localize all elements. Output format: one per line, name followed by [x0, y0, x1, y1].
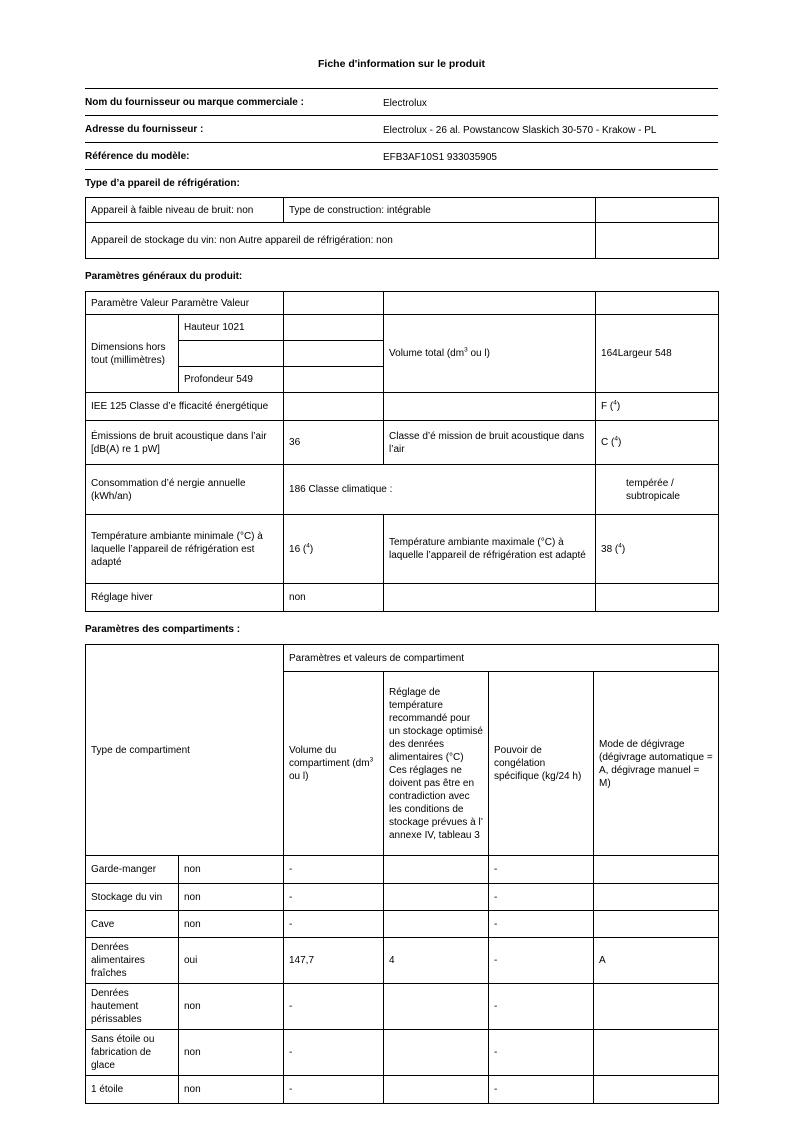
- supplier-name-value: Electrolux: [383, 98, 427, 109]
- compartments-group-header-row: [86, 645, 719, 672]
- max-temp-label-cell: Température ambiante maximale (°C) à laquelle l’appareil de réfrigération est adapté: [384, 515, 596, 584]
- freezing-capacity-column-header-cell: Pouvoir de congélation spécifique (kg/24 h): [489, 672, 594, 856]
- empty-cell: [284, 341, 384, 367]
- compartment-present-cell: non: [179, 884, 284, 911]
- compartment-volume-cell: -: [284, 1076, 384, 1104]
- min-temp-value-sup: 4: [306, 542, 310, 550]
- compartment-row-denrees-perissables: [86, 984, 719, 1030]
- height-value-cell: Hauteur 1021: [179, 315, 284, 341]
- supplier-address-row: [85, 115, 718, 142]
- noise-class-value-sup: 4: [614, 435, 618, 443]
- compartment-freeze-cell: -: [489, 984, 594, 1030]
- volume-total-label-cell: [384, 315, 596, 393]
- model-reference-value: EFB3AF10S1 933035905: [383, 152, 497, 163]
- compartment-defrost-cell: [594, 1076, 719, 1104]
- noise-class-label-cell: Classe d’é mission de bruit acoustique dans l’air: [384, 421, 596, 465]
- max-temp-value-cell: [596, 515, 719, 584]
- compartments-section-heading: Paramètres des compartiments :: [85, 624, 241, 635]
- efficiency-value-pre: F (: [601, 401, 614, 412]
- min-temp-value-cell: [284, 515, 384, 584]
- dimensions-label-cell: Dimensions hors tout (millimètres): [86, 315, 179, 393]
- compartment-temp-cell: [384, 1076, 489, 1104]
- efficiency-label-cell: IEE 125 Classe d’e fficacité énergétique: [86, 393, 284, 421]
- noise-row: [86, 421, 719, 465]
- temp-setting-column-header-cell: Réglage de température recommandé pour un stockage optimisé des denrées alimentaires (°C) Ces réglages ne doivent pas être en contradiction avec les conditions de stockage prévues à l’ annexe IV, tableau 3: [384, 672, 489, 856]
- compartment-present-cell: oui: [179, 938, 284, 984]
- compartment-defrost-cell: [594, 984, 719, 1030]
- empty-cell: [284, 393, 384, 421]
- defrost-mode-column-header-cell: Mode de dégivrage (dégivrage automatique = A, dégivrage manuel = M): [594, 672, 719, 856]
- compartment-temp-cell: 4: [384, 938, 489, 984]
- compartments-table: [85, 644, 719, 1104]
- min-temp-label-cell: Température ambiante minimale (°C) à laquelle l’appareil de réfrigération est adapté: [86, 515, 284, 584]
- compartment-temp-cell: [384, 884, 489, 911]
- compartment-present-cell: non: [179, 911, 284, 938]
- compartment-present-cell: non: [179, 856, 284, 884]
- compartment-freeze-cell: -: [489, 1076, 594, 1104]
- compartment-freeze-cell: -: [489, 938, 594, 984]
- compartment-present-cell: non: [179, 1076, 284, 1104]
- compartment-name-cell: Sans étoile ou fabrication de glace: [86, 1030, 179, 1076]
- empty-cell: [596, 223, 719, 259]
- empty-cell: [384, 393, 596, 421]
- construction-type-cell: Type de construction: intégrable: [284, 198, 596, 223]
- compartment-volume-cell: 147,7: [284, 938, 384, 984]
- general-parameters-table: [85, 291, 719, 612]
- empty-cell: [284, 367, 384, 393]
- appliance-type-table: [85, 197, 719, 259]
- supplier-address-value: Electrolux - 26 al. Powstancow Slaskich 30-570 - Krakow - PL: [383, 125, 657, 136]
- max-temp-value-pre: 38 (: [601, 543, 619, 555]
- max-temp-value-sup: 4: [618, 542, 622, 550]
- supplier-name-row: [85, 88, 718, 115]
- empty-cell: [284, 315, 384, 341]
- empty-cell: [384, 584, 596, 612]
- compartment-row-denrees-fraiches: [86, 938, 719, 984]
- type-table-row-1: [86, 198, 719, 223]
- supplier-address-label: Adresse du fournisseur :: [85, 124, 204, 135]
- compartment-row-garde-manger: [86, 856, 719, 884]
- noise-label-cell: Émissions de bruit acoustique dans l’air [dB(A) re 1 pW]: [86, 421, 284, 465]
- general-section-heading: Paramètres généraux du produit:: [85, 271, 243, 282]
- compartment-volume-cell: -: [284, 884, 384, 911]
- compartment-name-cell: Denrées alimentaires fraîches: [86, 938, 179, 984]
- efficiency-value-sup: 4: [613, 399, 617, 407]
- efficiency-value-post: ): [616, 401, 621, 412]
- empty-cell: [284, 292, 384, 315]
- compartment-name-cell: Stockage du vin: [86, 884, 179, 911]
- volume-column-header-post: ou l): [289, 771, 309, 782]
- noise-class-value-pre: C (: [601, 437, 615, 448]
- compartment-type-header-cell: Type de compartiment: [86, 645, 284, 856]
- compartment-present-cell: non: [179, 1030, 284, 1076]
- min-temp-value-post: ): [309, 543, 314, 555]
- compartment-temp-cell: [384, 856, 489, 884]
- empty-cell: [179, 341, 284, 367]
- compartment-row-1-etoile: [86, 1076, 719, 1104]
- wine-storage-other-cell: Appareil de stockage du vin: non Autre appareil de réfrigération: non: [86, 223, 596, 259]
- param-header-cell: Paramètre Valeur Paramètre Valeur: [86, 292, 284, 315]
- noise-class-value-post: ): [617, 437, 622, 448]
- compartment-temp-cell: [384, 911, 489, 938]
- compartment-name-cell: Denrées hautement périssables: [86, 984, 179, 1030]
- noise-class-value-cell: [596, 421, 719, 465]
- document-content: [85, 0, 718, 1104]
- compartment-defrost-cell: [594, 856, 719, 884]
- compartment-volume-cell: -: [284, 984, 384, 1030]
- volume-total-label-sup: 3: [464, 346, 468, 354]
- compartment-freeze-cell: -: [489, 1030, 594, 1076]
- model-reference-row: [85, 142, 718, 169]
- compartment-volume-cell: -: [284, 856, 384, 884]
- compartment-defrost-cell: [594, 911, 719, 938]
- compartment-defrost-cell: A: [594, 938, 719, 984]
- compartment-present-cell: non: [179, 984, 284, 1030]
- efficiency-value-cell: [596, 393, 719, 421]
- dimensions-row-height: [86, 315, 719, 341]
- volume-column-header-sup: 3: [369, 756, 374, 764]
- empty-cell: [596, 292, 719, 315]
- compartment-freeze-cell: -: [489, 884, 594, 911]
- supplier-name-label: Nom du fournisseur ou marque commerciale :: [85, 97, 304, 108]
- volume-total-label-pre: Volume total (dm: [389, 348, 465, 359]
- volume-total-value-cell: 164Largeur 548: [596, 315, 719, 393]
- type-table-row-2: [86, 223, 719, 259]
- empty-cell: [596, 198, 719, 223]
- compartment-freeze-cell: -: [489, 856, 594, 884]
- compartment-defrost-cell: [594, 1030, 719, 1076]
- empty-cell: [596, 584, 719, 612]
- compartment-row-cave: [86, 911, 719, 938]
- compartment-name-cell: Garde-manger: [86, 856, 179, 884]
- volume-column-header-cell: [284, 672, 384, 856]
- energy-label-cell: Consommation d’é nergie annuelle (kWh/an): [86, 465, 284, 515]
- model-reference-label: Référence du modèle:: [85, 151, 190, 162]
- group-header-cell: Paramètres et valeurs de compartiment: [284, 645, 719, 672]
- compartment-volume-cell: -: [284, 911, 384, 938]
- compartment-freeze-cell: -: [489, 911, 594, 938]
- climate-class-value: tempérée / subtropicale: [626, 477, 680, 502]
- winter-setting-row: [86, 584, 719, 612]
- winter-setting-label-cell: Réglage hiver: [86, 584, 284, 612]
- low-noise-cell: Appareil à faible niveau de bruit: non: [86, 198, 284, 223]
- compartment-defrost-cell: [594, 884, 719, 911]
- depth-value-cell: Profondeur 549: [179, 367, 284, 393]
- energy-row: [86, 465, 719, 515]
- compartment-row-stockage-vin: [86, 884, 719, 911]
- compartment-temp-cell: [384, 984, 489, 1030]
- noise-value-cell: 36: [284, 421, 384, 465]
- volume-column-header-pre: Volume du compartiment (dm: [289, 745, 370, 769]
- type-section-heading: Type d’a ppareil de réfrigération:: [85, 169, 718, 197]
- empty-cell: [384, 292, 596, 315]
- climate-class-value-cell: [596, 465, 719, 515]
- min-temp-value-pre: 16 (: [289, 543, 307, 555]
- ambient-temperature-row: [86, 515, 719, 584]
- winter-setting-value-cell: non: [284, 584, 384, 612]
- compartment-name-cell: Cave: [86, 911, 179, 938]
- compartment-name-cell: 1 étoile: [86, 1076, 179, 1104]
- energy-value-cell: 186 Classe climatique :: [284, 465, 596, 515]
- compartment-row-sans-etoile: [86, 1030, 719, 1076]
- efficiency-row: [86, 393, 719, 421]
- max-temp-value-post: ): [621, 543, 626, 555]
- compartment-volume-cell: -: [284, 1030, 384, 1076]
- compartment-temp-cell: [384, 1030, 489, 1076]
- document-title: Fiche d'information sur le produit: [317, 58, 485, 70]
- volume-total-label-post: ou l): [467, 348, 490, 359]
- param-header-row: [86, 292, 719, 315]
